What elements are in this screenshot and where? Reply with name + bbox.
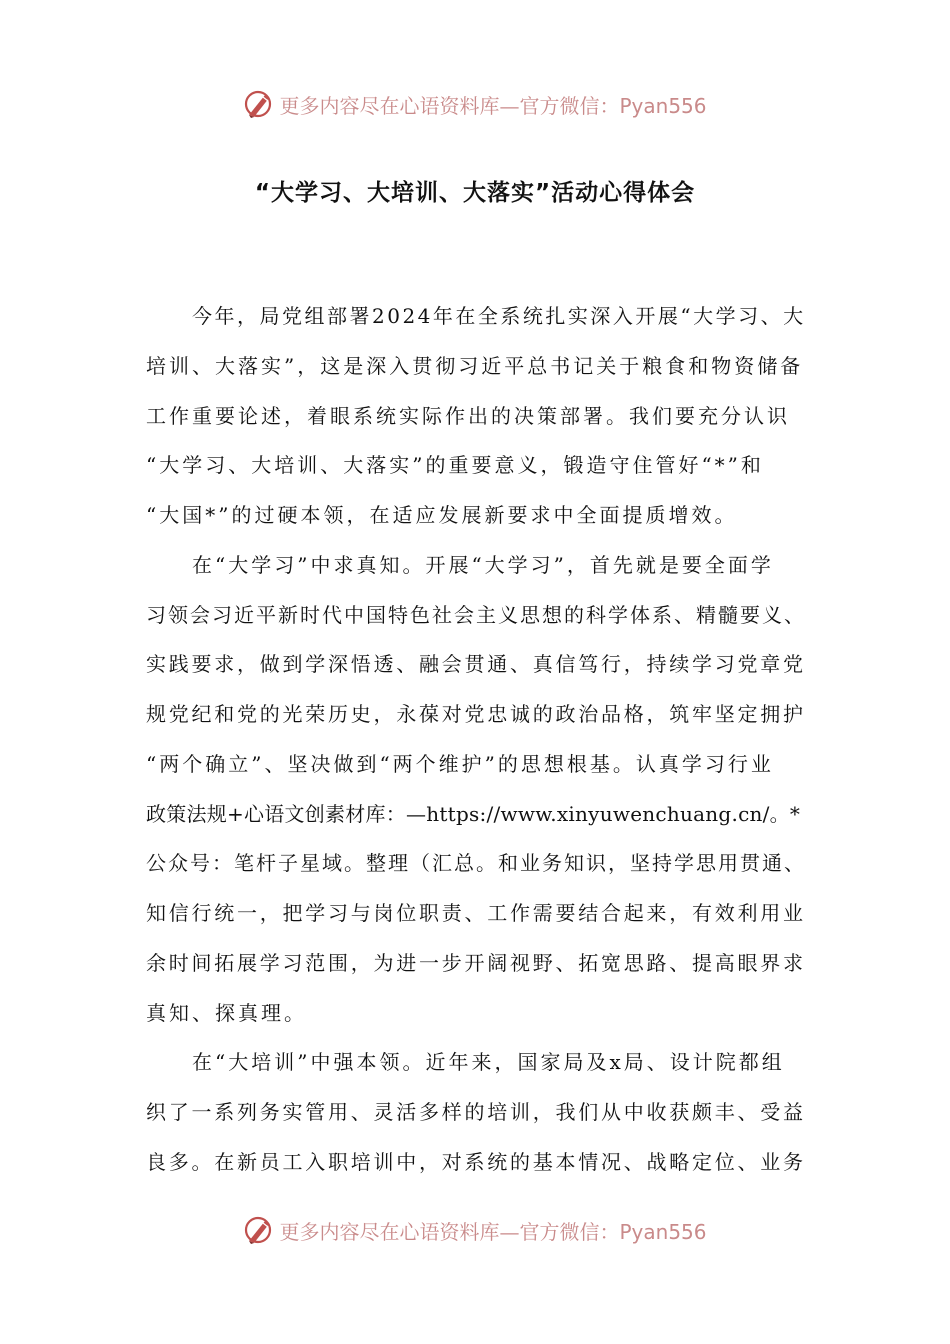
text-line: 习领会习近平新时代中国特色社会主义思想的科学体系、精髓要义、	[146, 602, 806, 627]
document-body	[146, 292, 810, 1188]
text-line: 良多。在新员工入职培训中，对系统的基本情况、战略定位、业务	[146, 1149, 806, 1174]
text-line: 在“大培训”中强本领。近年来，国家局及x局、设计院都组	[192, 1050, 785, 1075]
text-line: 织了一系列务实管用、灵活多样的培训，我们从中收获颇丰、受益	[146, 1100, 806, 1124]
watermark-text: 更多内容尽在心语资料库—官方微信：Pyan556	[279, 1219, 707, 1244]
text-line: 今年，局党组部署2024年在全系统扎实深入开展“大学习、大	[192, 304, 806, 328]
text-line: “大国*”的过硬本领，在适应发展新要求中全面提质增效。	[146, 503, 738, 527]
text-line: 培训、大落实”，这是深入贯彻习近平总书记关于粮食和物资储备	[146, 353, 804, 378]
watermark-account: Pyan556	[619, 1219, 707, 1244]
pen-logo-icon	[243, 1214, 275, 1246]
text-line: 公众号：笔杆子星域。整理（汇总。和业务知识，坚持学思用贯通、	[146, 851, 806, 876]
text-line: 实践要求，做到学深悟透、融会贯通、真信笃行，持续学习党章党	[146, 652, 806, 677]
text-line: 规党纪和党的光荣历史，永葆对党忠诚的政治品格，筑牢坚定拥护	[146, 702, 806, 726]
text-line: “大学习、大培训、大落实”的重要意义，锻造守住管好“*”和	[146, 453, 764, 478]
text-line: 真知、探真理。	[146, 1000, 307, 1025]
watermark-text: 更多内容尽在心语资料库—官方微信：Pyan556	[279, 93, 707, 118]
watermark-account: Pyan556	[619, 93, 707, 118]
text-line: 政策法规+心语文创素材库：—https://www.xinyuwenchuang.cn/。*	[146, 801, 801, 826]
text-line: 在“大学习”中求真知。开展“大学习”，首先就是要全面学	[192, 552, 774, 577]
pen-logo-icon	[243, 88, 275, 120]
text-line: 知信行统一，把学习与岗位职责、工作需要结合起来，有效利用业	[146, 901, 806, 925]
watermark-banner-bottom	[0, 1210, 950, 1250]
text-line: 余时间拓展学习范围，为进一步开阔视野、拓宽思路、提高眼界求	[146, 950, 806, 975]
watermark-banner-top	[0, 84, 950, 124]
text-line: 工作重要论述，着眼系统实际作出的决策部署。我们要充分认识	[146, 403, 790, 428]
document-title: “大学习、大培训、大落实”活动心得体会	[254, 180, 696, 206]
text-line: “两个确立”、坚决做到“两个维护”的思想根基。认真学习行业	[146, 751, 774, 776]
